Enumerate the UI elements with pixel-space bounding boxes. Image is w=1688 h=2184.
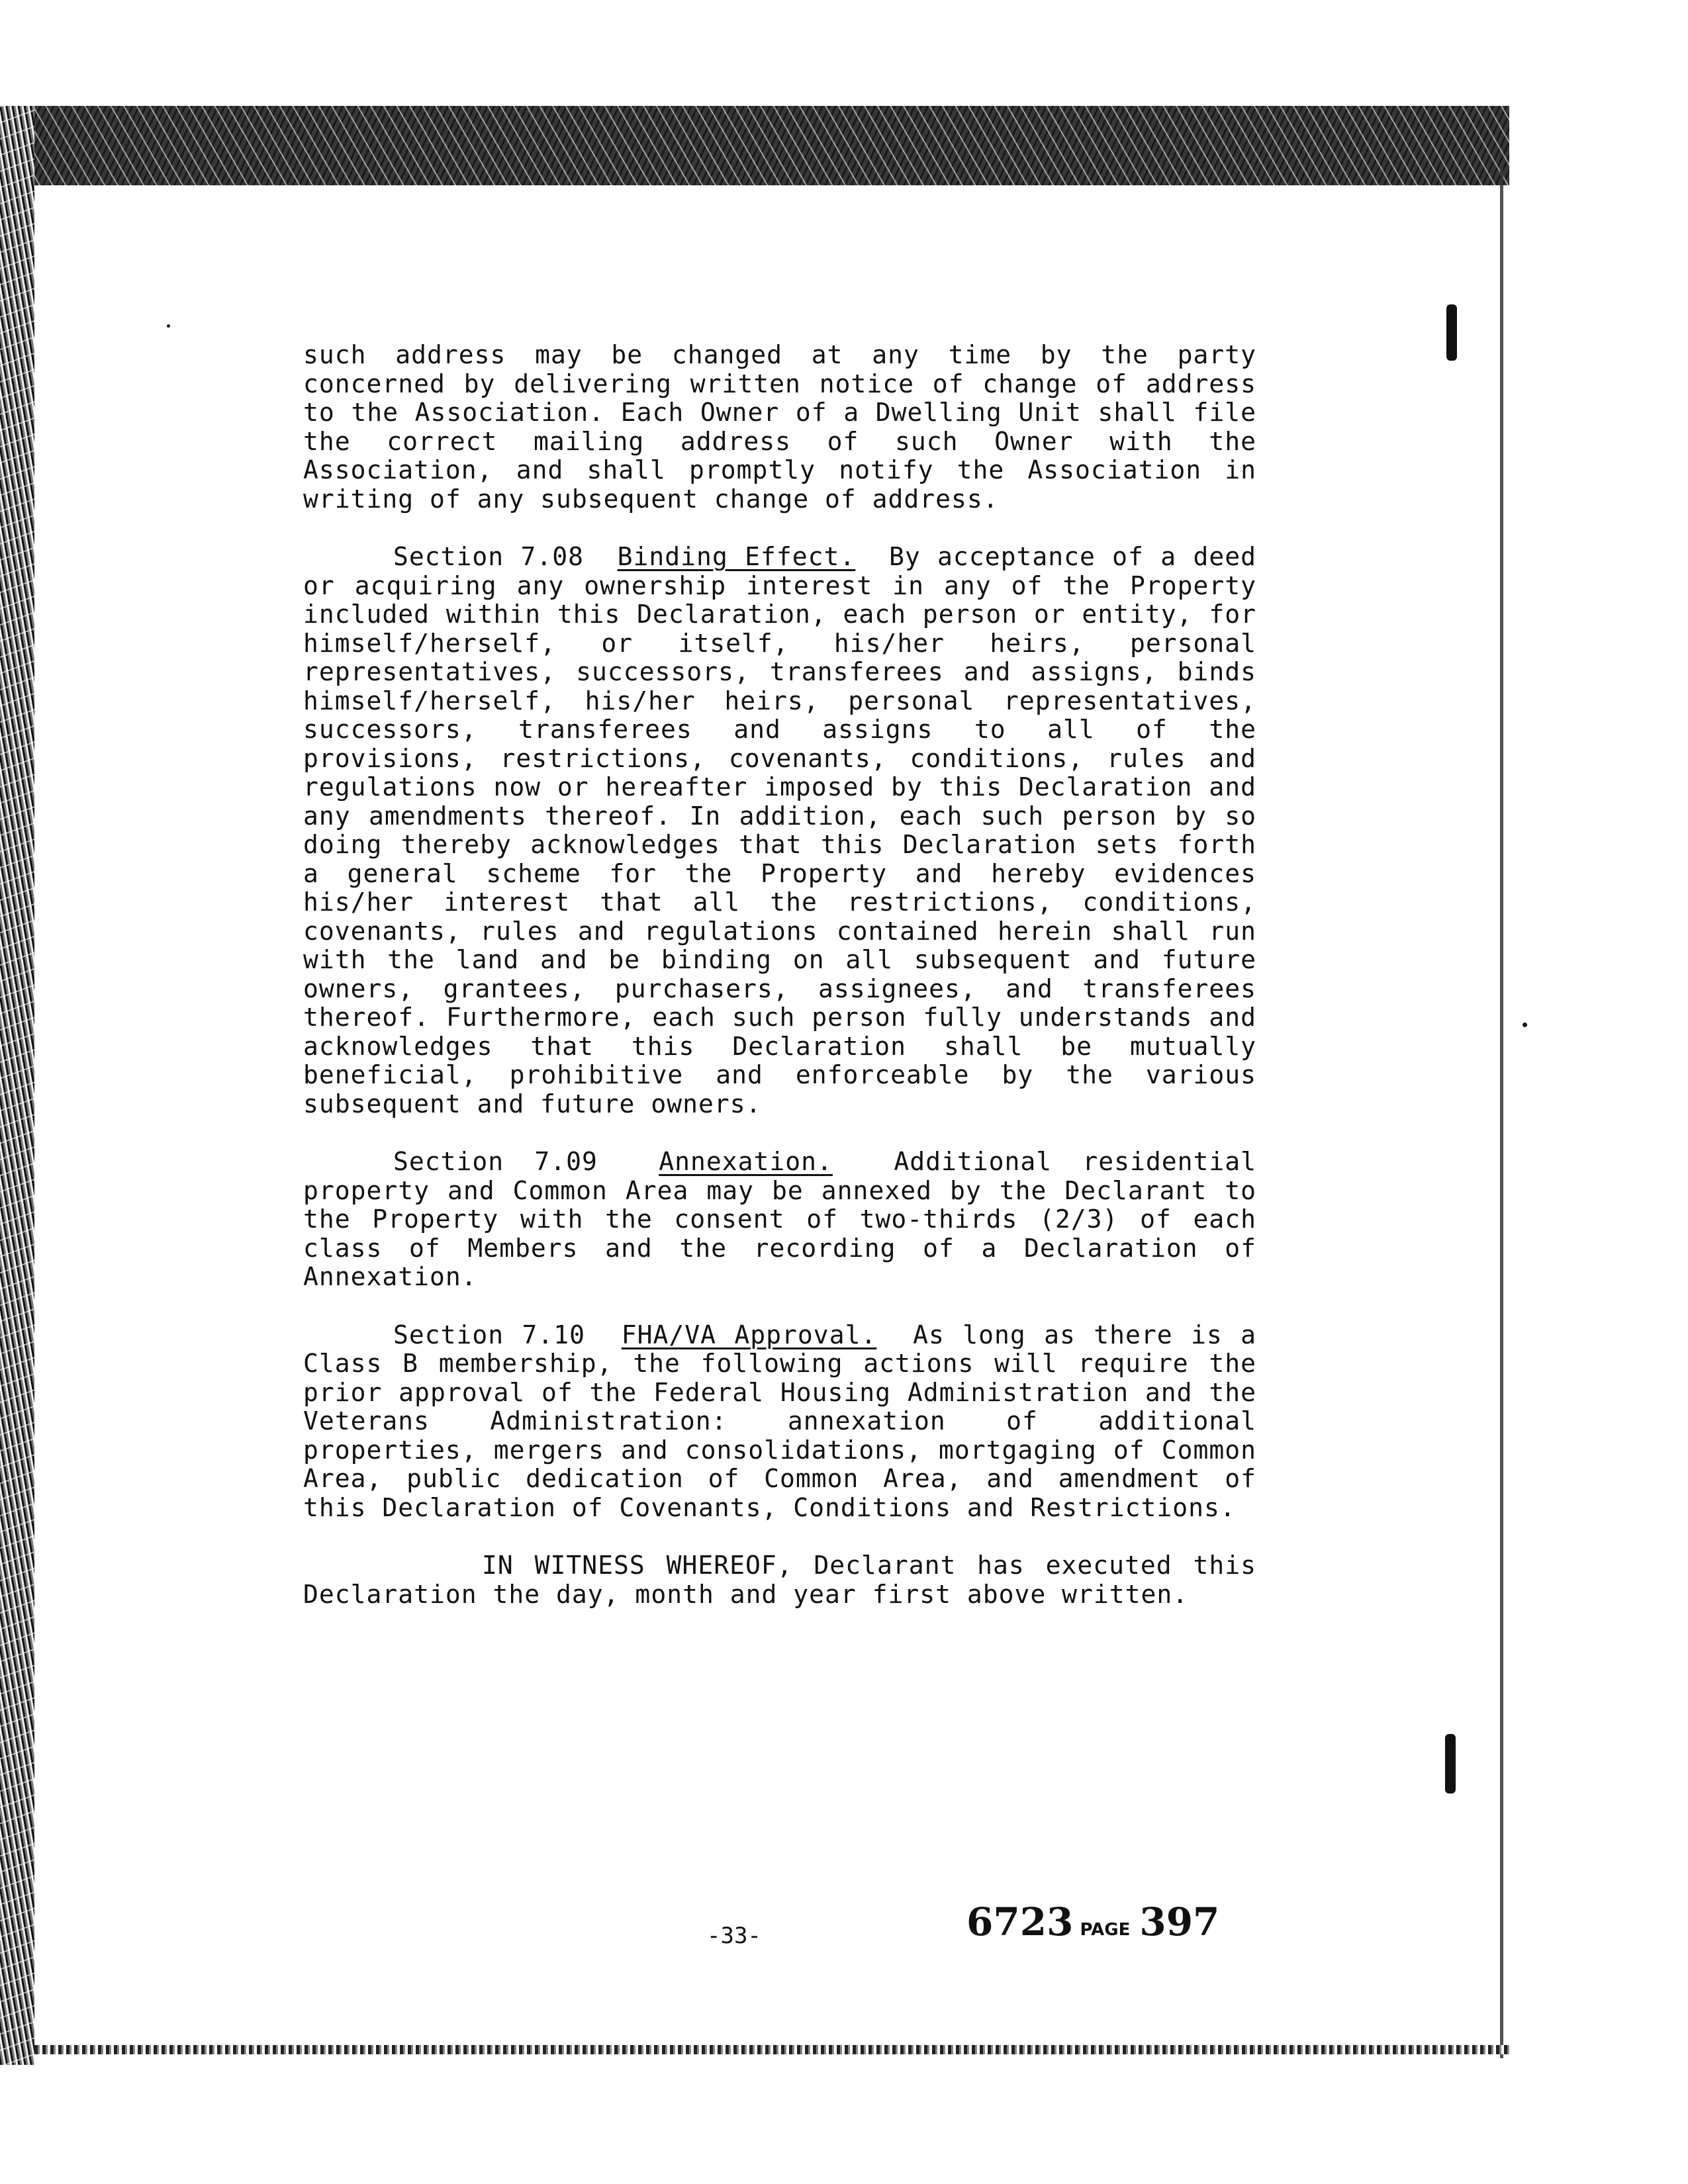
page-number: -33- <box>707 1923 761 1949</box>
book-page-number: 397 <box>1139 1899 1220 1944</box>
section-7-09 <box>303 1148 1256 1292</box>
section-number: Section 7.08 <box>393 542 584 571</box>
speck <box>1523 1023 1527 1027</box>
section-heading: Binding Effect. <box>617 542 856 571</box>
binding-mark-top <box>1446 304 1457 361</box>
section-number: Section 7.09 <box>393 1147 598 1176</box>
scan-noise-top <box>0 106 1509 185</box>
section-text: As long as there is a Class B membership, the following actions will require the prior approval of the Federal Housing Administration and the Veterans Administration: annexation of additional properties, mergers and consolidations, mortgaging of Common Area, public dedication of Common Area, and amendment of this Declaration of Covenants, Conditions and Restrictions. <box>303 1320 1256 1522</box>
section-number: Section 7.10 <box>393 1320 586 1349</box>
witness-clause: IN WITNESS WHEREOF, Declarant has executed this Declaration the day, month and year first above written. <box>303 1551 1256 1609</box>
binding-mark-bottom <box>1445 1734 1456 1794</box>
scan-edge-right <box>1500 165 1503 2058</box>
section-heading: Annexation. <box>659 1147 833 1176</box>
paragraph-address: such address may be changed at any time by the party concerned by delivering written notice of change of address to the Association. Each Owner of a Dwelling Unit shall file the correct mailing address of such Owner with the Association, and shall promptly notify the Association in writing of any subsequent change of address. <box>303 340 1256 514</box>
book-page-stamp <box>966 1899 1219 1944</box>
section-text: By acceptance of a deed or acquiring any ownership interest in any of the Property included within this Declaration, each person or entity, for himself/herself, or itself, his/her heirs, personal representatives, successors, transferees and assigns, binds himself/herself, his/her heirs, personal representatives, successors, transferees and assigns to all of the provisions, restrictions, covenants, conditions, rules and regulations now or hereafter imposed by this Declaration and any amendments thereof. In addition, each such person by so doing thereby acknowledges that this Declaration sets forth a general scheme for the Property and hereby evidences his/her interest that all the restrictions, conditions, covenants, rules and regulations contained herein shall run with the land and be binding on all subsequent and future owners, grantees, purchasers, assignees, and transferees thereof. Furthermore, each such person fully understands and acknowledges that this Declaration shall be mutually beneficial, prohibitive and enforceable by the various subsequent and future owners. <box>303 542 1256 1118</box>
speck <box>167 324 170 328</box>
page-label: PAGE <box>1080 1920 1131 1940</box>
book-number: 6723 <box>966 1899 1074 1944</box>
scan-noise-left <box>0 106 34 2065</box>
section-heading: FHA/VA Approval. <box>621 1320 877 1349</box>
section-text: Additional residential property and Common Area may be annexed by the Declarant to the Property with the consent of two-thirds (2/3) of each class of Members and the recording of a Declaration of Annexation. <box>303 1147 1256 1291</box>
document-body <box>303 341 1256 1638</box>
section-7-10 <box>303 1321 1256 1523</box>
scan-noise-bottom <box>34 2045 1511 2054</box>
section-7-08 <box>303 543 1256 1118</box>
